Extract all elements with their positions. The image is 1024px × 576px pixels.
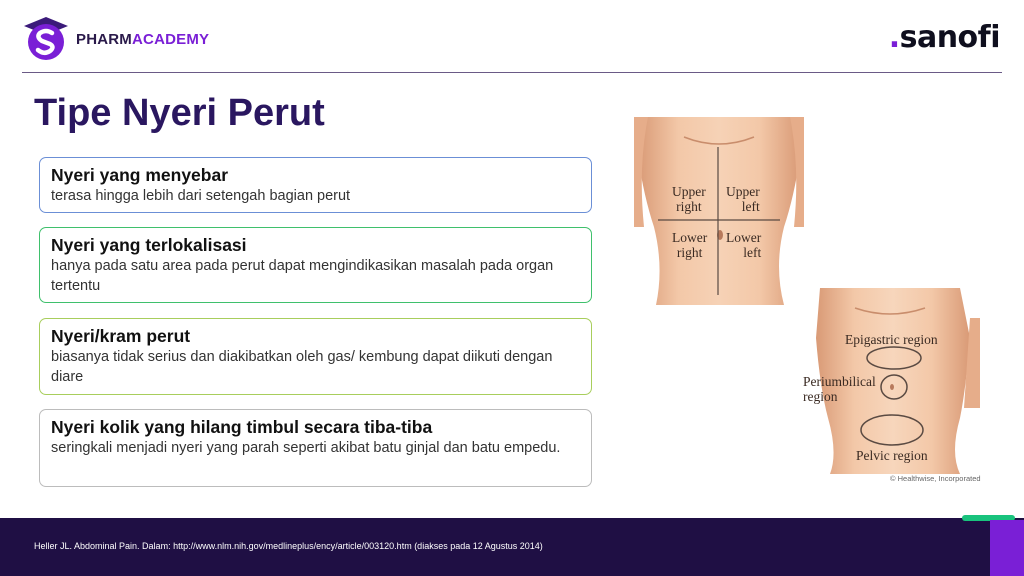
- pain-type-card-diffuse: [39, 157, 592, 213]
- quadrant-lower-left: Lower left: [726, 230, 762, 260]
- card-body: terasa hingga lebih dari setengah bagian perut: [51, 188, 351, 204]
- quadrant-lower-right: Lower right: [672, 230, 708, 260]
- footer-purple-accent: [990, 520, 1024, 576]
- pain-type-card-localized: [39, 227, 592, 303]
- card-body: biasanya tidak serius dan diakibatkan oleh gas/ kembung dapat diikuti dengan diare: [51, 349, 553, 385]
- card-heading: Nyeri yang terlokalisasi: [51, 235, 247, 255]
- pain-type-card-colic: [39, 409, 592, 487]
- epigastric-region-label: Epigastric region: [845, 332, 938, 347]
- card-body: hanya pada satu area pada perut dapat mengindikasikan masalah pada organ tertentu: [51, 258, 554, 294]
- pharmacademy-wordmark: [76, 31, 209, 48]
- pain-type-card-cramp: [39, 318, 592, 395]
- image-credit: © Healthwise, Incorporated: [890, 474, 981, 483]
- pharmacademy-logo-icon: [22, 14, 70, 62]
- footer-reference: Heller JL. Abdominal Pain. Dalam: http://www.nlm.nih.gov/medlineplus/ency/article/003120.htm (diakses pada 12 Agustus 2014): [34, 541, 543, 551]
- page-title: Tipe Nyeri Perut: [34, 92, 325, 134]
- brand-dot-icon: .: [888, 20, 900, 55]
- quadrant-upper-left: Upper left: [726, 184, 760, 214]
- wordmark-part1: PHARM: [76, 31, 132, 48]
- pelvic-region-label: Pelvic region: [856, 448, 928, 463]
- card-body: seringkali menjadi nyeri yang parah seperti akibat batu ginjal dan batu empedu.: [51, 440, 561, 456]
- card-heading: Nyeri yang menyebar: [51, 165, 229, 185]
- brand-name: sanofi: [899, 20, 1000, 55]
- periumbilical-region-label: Periumbilical region: [803, 374, 876, 404]
- abdomen-regions-figure: [800, 288, 980, 484]
- header-divider: [22, 72, 1002, 73]
- sanofi-brand: [889, 20, 1000, 55]
- abdomen-quadrants-figure: [634, 117, 804, 305]
- card-heading: Nyeri kolik yang hilang timbul secara tiba-tiba: [51, 417, 433, 437]
- quadrant-upper-right: Upper right: [672, 184, 706, 214]
- wordmark-part2: ACADEMY: [132, 31, 210, 48]
- card-heading: Nyeri/kram perut: [51, 326, 191, 346]
- torso-illustration-icon: [634, 117, 804, 305]
